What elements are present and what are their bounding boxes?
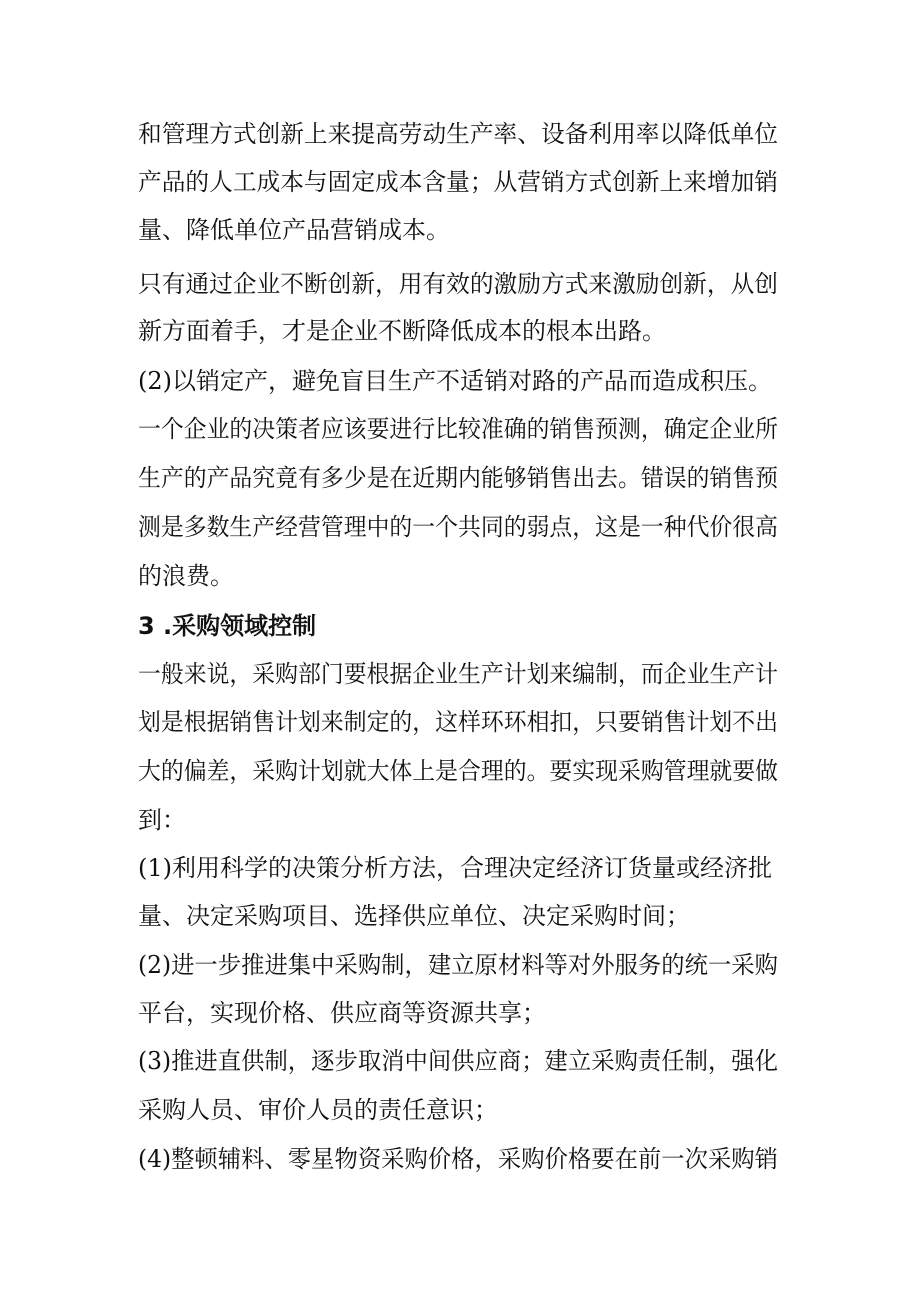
paragraph-line: 到： <box>138 806 186 834</box>
list-item-line: 量、决定采购项目、选择供应单位、决定采购时间； <box>138 902 690 930</box>
list-item-line: (3)推进直供制，逐步取消中间供应商；建立采购责任制，强化 <box>138 1047 778 1075</box>
section-heading: 3 .采购领域控制 <box>138 612 317 640</box>
list-item-line: (2)进一步推进集中采购制，建立原材料等对外服务的统一采购 <box>138 951 778 979</box>
paragraph-line: 一般来说，采购部门要根据企业生产计划来编制，而企业生产计 <box>138 660 778 688</box>
paragraph-line: 一个企业的决策者应该要进行比较准确的销售预测，确定企业所 <box>138 415 778 443</box>
paragraph-line: 和管理方式创新上来提高劳动生产率、设备利用率以降低单位 <box>138 120 778 148</box>
list-item-line: (2)以销定产，避免盲目生产不适销对路的产品而造成积压。 <box>138 367 772 395</box>
paragraph-line: 产品的人工成本与固定成本含量；从营销方式创新上来增加销 <box>138 168 778 196</box>
paragraph-line: 的浪费。 <box>138 562 234 590</box>
paragraph-line: 测是多数生产经营管理中的一个共同的弱点，这是一种代价很高 <box>138 513 778 541</box>
paragraph-line: 只有通过企业不断创新，用有效的激励方式来激励创新，从创 <box>138 270 778 298</box>
paragraph-line: 量、降低单位产品营销成本。 <box>138 216 450 244</box>
paragraph-line: 生产的产品究竟有多少是在近期内能够销售出去。错误的销售预 <box>138 464 778 492</box>
paragraph-line: 大的偏差，采购计划就大体上是合理的。要实现采购管理就要做 <box>138 757 778 785</box>
paragraph-line: 划是根据销售计划来制定的，这样环环相扣，只要销售计划不出 <box>138 708 778 736</box>
list-item-line: 采购人员、审价人员的责任意识； <box>138 1096 498 1124</box>
paragraph-line: 新方面着手，才是企业不断降低成本的根本出路。 <box>138 317 666 345</box>
list-item-line: (4)整顿辅料、零星物资采购价格，采购价格要在前一次采购销 <box>138 1145 778 1173</box>
list-item-line: (1)利用科学的决策分析方法，合理决定经济订货量或经济批 <box>138 854 772 882</box>
list-item-line: 平台，实现价格、供应商等资源共享； <box>138 999 546 1027</box>
